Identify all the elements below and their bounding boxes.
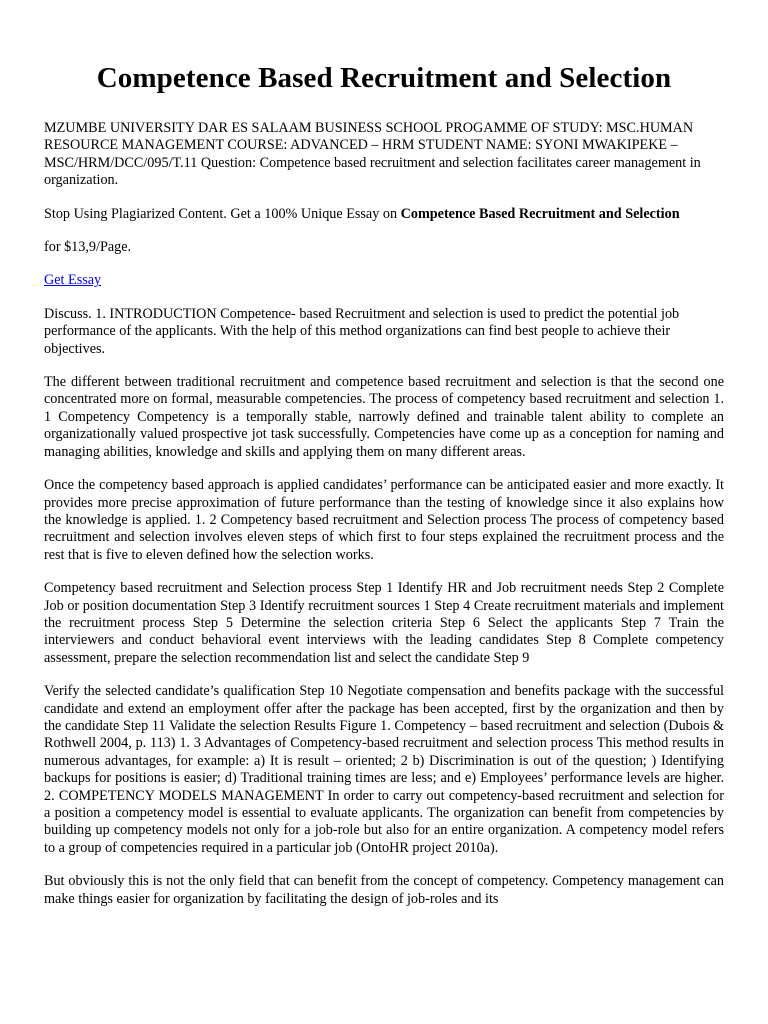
get-essay-paragraph [44,272,724,289]
body-paragraph-process-steps: Competency based recruitment and Selection process Step 1 Identify HR and Job recruitment needs Step 2 Complete Job or position documentation Step 3 Identify recruitment sources 1 Step 4 Create recruitment materials and implement the recruitment process Step 5 Determine the selection criteria Step 6 Select the applicants Step 7 Train the interviewers and conduct behavioral event interviews with the leading candidates Step 8 Complete competency assessment, prepare the selection recommendation list and select the candidate Step 9 [44,580,724,666]
header-paragraph: MZUMBE UNIVERSITY DAR ES SALAAM BUSINESS SCHOOL PROGAMME OF STUDY: MSC.HUMAN RESOURCE MANAGEMENT COURSE: ADVANCED – HRM STUDENT NAME: SYONI MWAKIPEKE – MSC/HRM/DCC/095/T.11 Question: Competence based recruitment and selection facilitates career management in organization. [44,120,701,189]
page-title: Competence Based Recruitment and Selection [96,62,672,94]
body-paragraph-verify: Verify the selected candidate’s qualification Step 10 Negotiate compensation and benefits package with the successful candidate and extend an employment offer after the package has been accepted, first by the organization and then by the candidate Step 11 Validate the selection Results Figure 1. Competency – based recruitment and selection (Dubois & Rothwell 2004, p. 113) 1. 3 Advantages of Competency-based recruitment and selection process This method results in numerous advantages, for example: a) It is result – oriented; 2 b) Discrimination is out of the question; ) Identifying backups for positions is easier; d) Traditional training times are less; and e) Employees’ performance levels are higher. 2. COMPETENCY MODELS MANAGEMENT In order to carry out competency-based recruitment and selection for a position a competency model is essential to evaluate applicants. The organization can benefit from competencies by building up competency models not only for a job-role but also for an entire organization. A competency model refers to a group of competencies required in a particular job (OntoHR project 2010a). [44,683,724,856]
price-text: for $13,9/Page. [44,239,132,256]
body-paragraph-benefit: But obviously this is not the only field that can benefit from the concept of competency. Competency management can make things easier for organization by facilitating the design of job-roles and its [44,873,724,907]
body-paragraph-intro: Discuss. 1. INTRODUCTION Competence- based Recruitment and selection is used to predict the potential job performance of the applicants. With the help of this method organizations can find best people to achieve their objectives. [44,305,680,357]
body-paragraph-approach: Once the competency based approach is applied candidates’ performance can be anticipated easier and more exactly. It provides more precise approximation of future performance than the testing of knowledge since it also explains how the knowledge is applied. 1. 2 Competency based recruitment and Selection process The process of competency based recruitment and selection involves eleven steps of which first to four steps explained the recruitment process and the rest that is five to eleven defined how the selection works. [44,477,724,563]
get-essay-link[interactable]: Get Essay [44,272,102,289]
promo-text: Stop Using Plagiarized Content. Get a 100% Unique Essay on [44,205,401,222]
promo-bold-title: Competence Based Recruitment and Selection [400,205,680,222]
body-paragraph-difference: The different between traditional recruitment and competence based recruitment and selection is that the second one concentrated more on formal, measurable competencies. The process of competency based recruitment and selection 1. 1 Competency Competency is a temporally stable, narrowly defined and trainable talent ability to complete an organizationally valued prospective jot task successfully. Competencies have come up as a conception for naming and managing abilities, knowledge and skills and applying them on many different areas. [44,374,724,460]
promo-paragraph [44,206,724,223]
